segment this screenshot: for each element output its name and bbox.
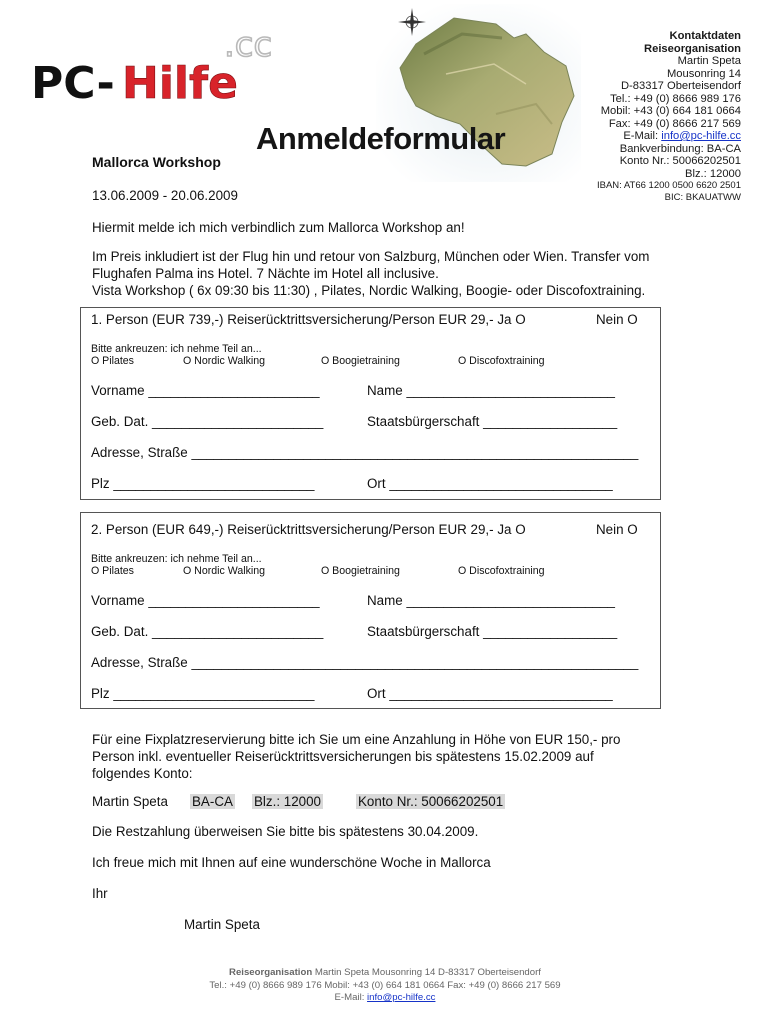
person-1-header[interactable]: 1. Person (EUR 739,-) Reiserücktrittsversicherung/Person EUR 29,- Ja O: [91, 312, 526, 327]
footer-line-1: [0, 967, 770, 980]
payment-line-3: folgendes Konto:: [92, 766, 193, 781]
person-2-nein-option[interactable]: Nein O: [596, 522, 638, 537]
logo-text-cc: .cc: [224, 26, 273, 65]
contact-bic: BIC: BKAUATWW: [664, 191, 741, 203]
person-1-vorname-field[interactable]: Vorname _______________________: [91, 383, 320, 398]
person-2-adresse-field[interactable]: Adresse, Straße ____________________________________________________________: [91, 655, 639, 670]
person-2-header[interactable]: 2. Person (EUR 649,-) Reiserücktrittsversicherung/Person EUR 29,- Ja O: [91, 522, 526, 537]
contact-iban: IBAN: AT66 1200 0500 6620 2501: [596, 180, 741, 191]
person-1-option-boogietraining[interactable]: O Boogietraining: [321, 355, 400, 367]
person-1-geb-dat-field[interactable]: Geb. Dat. _______________________: [91, 414, 324, 429]
person-2-option-nordic-walking[interactable]: O Nordic Walking: [183, 565, 266, 577]
person-2-tick-label: Bitte ankreuzen: ich nehme Teil an...: [91, 553, 262, 565]
person-1-plz-field[interactable]: Plz ___________________________: [91, 476, 315, 491]
person-2-name-field[interactable]: Name ____________________________: [367, 593, 615, 608]
info-line-2: Flughafen Palma ins Hotel. 7 Nächte im Hotel all inclusive.: [92, 266, 439, 281]
footer: [0, 967, 770, 1005]
payment-line-2: Person inkl. eventueller Reiserücktrittsversicherungen bis spätestens 15.02.2009 auf: [92, 749, 594, 764]
contact-email-label: E-Mail:: [623, 130, 662, 142]
contact-mobil: Mobil: +43 (0) 664 181 0664: [600, 105, 741, 117]
bank-recipient: Martin Speta: [92, 794, 168, 809]
contact-konto: Konto Nr.: 50066202501: [619, 155, 741, 167]
person-2-option-discofoxtraining[interactable]: O Discofoxtraining: [458, 565, 545, 577]
contact-email-line: [597, 130, 741, 143]
intro-text: Hiermit melde ich mich verbindlich zum Mallorca Workshop an!: [92, 220, 465, 235]
bank-name-text: BA-CA: [192, 794, 233, 809]
person-1-option-nordic-walking[interactable]: O Nordic Walking: [183, 355, 266, 367]
workshop-dates: 13.06.2009 - 20.06.2009: [92, 188, 238, 203]
bank-blz: [252, 793, 323, 811]
person-2-geb-dat-field[interactable]: Geb. Dat. _______________________: [91, 624, 324, 639]
bank-konto-text: Konto Nr.: 50066202501: [358, 794, 504, 809]
person-1-section: [80, 307, 661, 500]
contact-block: [597, 30, 741, 203]
footer-line-2: Tel.: +49 (0) 8666 989 176 Mobil: +43 (0) 664 181 0664 Fax: +49 (0) 8666 217 569: [209, 979, 561, 991]
footer-org-label: Reiseorganisation: [229, 967, 313, 978]
logo-text-hilfe: Hilfe: [122, 58, 238, 109]
person-1-option-discofoxtraining[interactable]: O Discofoxtraining: [458, 355, 545, 367]
pc-hilfe-logo: [28, 26, 290, 110]
person-1-tick-label: Bitte ankreuzen: ich nehme Teil an...: [91, 343, 262, 355]
bank-konto: [356, 793, 505, 811]
person-2-section: [80, 512, 661, 709]
footer-address: Martin Speta Mousonring 14 D-83317 Oberteisendorf: [312, 967, 541, 978]
closing-text: Ich freue mich mit Ihnen auf eine wunderschöne Woche in Mallorca: [92, 855, 491, 870]
closing-ihr: Ihr: [92, 886, 108, 901]
contact-street: Mousonring 14: [666, 67, 741, 80]
person-2-vorname-field[interactable]: Vorname _______________________: [91, 593, 320, 608]
info-line-1: Im Preis inkludiert ist der Flug hin und retour von Salzburg, München oder Wien. Transfer vom: [92, 249, 650, 264]
person-2-staatsbuergerschaft-field[interactable]: Staatsbürgerschaft __________________: [367, 624, 618, 639]
person-2-ort-field[interactable]: Ort ______________________________: [367, 686, 613, 701]
footer-email-label: E-Mail:: [334, 992, 368, 1003]
payment-line-1: Für eine Fixplatzreservierung bitte ich Sie um eine Anzahlung in Höhe von EUR 150,- pro: [92, 732, 621, 747]
signature-name: Martin Speta: [184, 917, 260, 932]
contact-blz: Blz.: 12000: [685, 167, 741, 180]
person-1-adresse-field[interactable]: Adresse, Straße ____________________________________________________________: [91, 445, 639, 460]
footer-line-3: [0, 992, 770, 1005]
bank-blz-text: Blz.: 12000: [254, 794, 321, 809]
contact-fax: Fax: +49 (0) 8666 217 569: [608, 117, 741, 130]
person-1-name-field[interactable]: Name ____________________________: [367, 383, 615, 398]
person-1-option-pilates[interactable]: O Pilates: [91, 355, 134, 367]
contact-email-link[interactable]: info@pc-hilfe.cc: [661, 130, 741, 142]
logo-text-pc: PC-: [31, 58, 115, 109]
person-1-ort-field[interactable]: Ort ______________________________: [367, 476, 613, 491]
contact-city: D-83317 Oberteisendorf: [620, 80, 741, 92]
person-2-option-boogietraining[interactable]: O Boogietraining: [321, 565, 400, 577]
info-line-3: Vista Workshop ( 6x 09:30 bis 11:30) , Pilates, Nordic Walking, Boogie- oder Discofoxtraining.: [92, 283, 646, 298]
page-title: Anmeldeformular: [256, 121, 506, 156]
contact-tel: Tel.: +49 (0) 8666 989 176: [610, 92, 741, 105]
rest-payment-text: Die Restzahlung überweisen Sie bitte bis spätestens 30.04.2009.: [92, 824, 479, 839]
contact-heading: Kontaktdaten: [669, 30, 741, 42]
person-1-nein-option[interactable]: Nein O: [596, 312, 638, 327]
person-1-staatsbuergerschaft-field[interactable]: Staatsbürgerschaft __________________: [367, 414, 618, 429]
bank-name: [190, 793, 235, 811]
contact-bank: Bankverbindung: BA-CA: [619, 142, 741, 155]
contact-name: Martin Speta: [677, 55, 741, 67]
person-2-plz-field[interactable]: Plz ___________________________: [91, 686, 315, 701]
person-2-option-pilates[interactable]: O Pilates: [91, 565, 134, 577]
workshop-name: Mallorca Workshop: [92, 154, 221, 170]
contact-subheading: Reiseorganisation: [644, 42, 741, 55]
footer-email-link[interactable]: info@pc-hilfe.cc: [367, 992, 436, 1003]
